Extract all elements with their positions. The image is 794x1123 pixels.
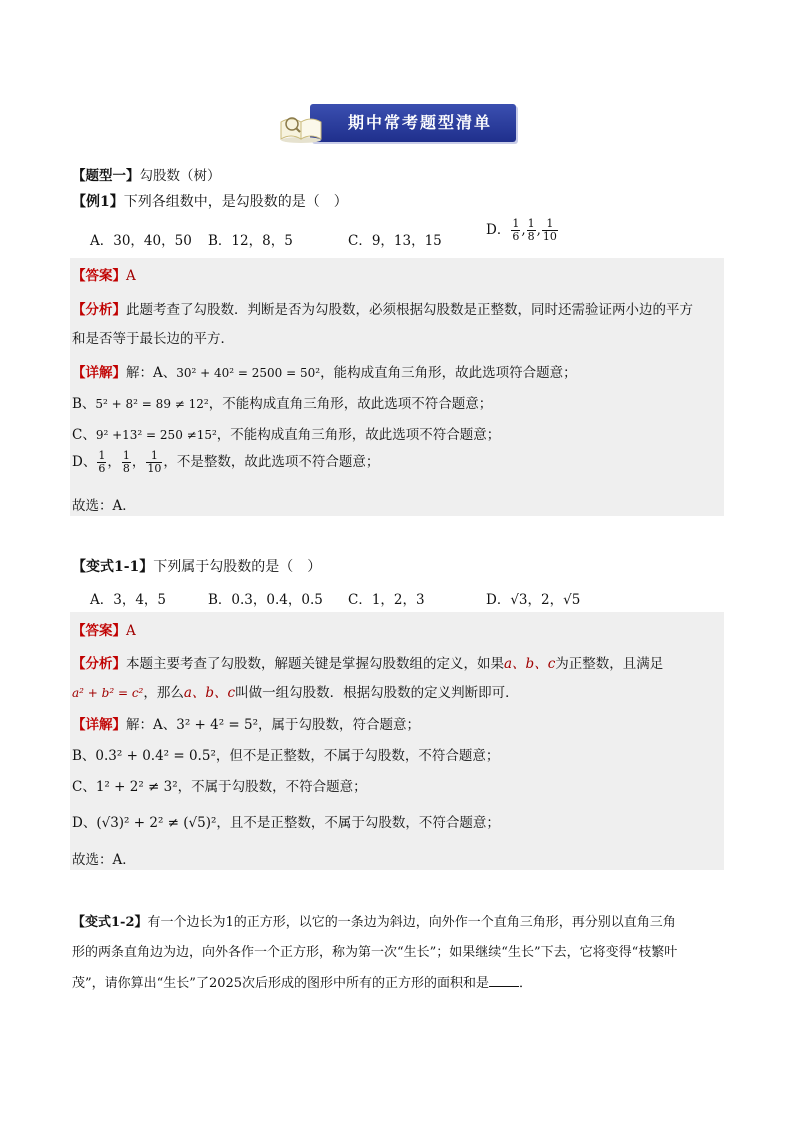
variant-1-1-analysis-line-1 <box>72 652 663 672</box>
variant-1-1-detail-b: B、0.3² + 0.4² = 0.5²，但不是正整数，不属于勾股数，不符合题意； <box>72 748 500 764</box>
variant-1-1-choose: 故选：A． <box>72 852 136 868</box>
section-heading <box>72 164 221 184</box>
example-1-detail-b-text: ，不能构成直角三角形，故此选项不符合题意； <box>208 396 493 412</box>
example-1-analysis-tag: 【分析】 <box>72 302 126 318</box>
example-1-answer-tag: 【答案】 <box>72 268 126 284</box>
variant-1-1-detail-tag: 【详解】 <box>72 717 126 733</box>
example-1-detail-d: D、 $\frac{1}{6}$ ， $\frac{1}{8}$ ， $\frac{1}{10}$ ，不是整数，故此选项不符合题意； <box>72 449 380 475</box>
variant-1-2-line-3 <box>72 972 532 991</box>
variant-1-2-line-1 <box>72 911 676 930</box>
fraction-one-sixth: $\frac{1}{6}$ <box>512 217 520 243</box>
example-1-detail-c-math: 9² +13² = 250 ≠15² <box>95 428 217 442</box>
variant-1-1-analysis-text-1c: 为正整数，且满足 <box>555 656 664 672</box>
example-1-analysis-line-2: 和是否等于最长边的平方． <box>72 331 234 347</box>
variant-1-2-line-2: 形的两条直角边为边，向外各作一个正方形，称为第一次“生长”；如果继续“生长”下去，它将变得“枝繁叶 <box>72 945 678 960</box>
example-1-detail-a <box>72 361 577 381</box>
fraction-one-eighth-detail: $\frac{1}{8}$ <box>122 449 130 475</box>
example-1-detail-b <box>72 392 492 412</box>
variant-1-1-detail-c: C、1² + 2² ≠ 3²，不属于勾股数，不符合题意； <box>72 779 367 795</box>
section-heading-tag: 【题型一】 <box>72 168 140 184</box>
example-1-option-d: D． $\frac{1}{6}$ , $\frac{1}{8}$ , $\frac{1}{10}$ <box>486 217 557 243</box>
example-1-detail-tag: 【详解】 <box>72 365 126 381</box>
example-1-choose: 故选：A． <box>72 498 136 514</box>
example-1-detail-a-text: ，能构成直角三角形，故此选项符合题意； <box>320 365 577 381</box>
variant-1-1-analysis-vars-1: a、b、c <box>504 656 556 672</box>
variant-1-1-detail-a <box>72 713 420 733</box>
example-1-detail-d-prefix: D、 <box>72 454 97 470</box>
example-1-answer <box>72 264 136 284</box>
example-1-answer-value: A <box>126 268 136 284</box>
banner-background <box>310 104 516 142</box>
example-1-detail-a-math: 30² + 40² = 2500 = 50² <box>176 366 321 380</box>
example-1-analysis-line-1 <box>72 298 693 318</box>
example-1-detail-c-prefix: C、 <box>72 427 96 443</box>
open-book-icon <box>278 110 324 144</box>
variant-1-2-text-3b: ． <box>519 976 533 991</box>
fraction-one-tenth: $\frac{1}{10}$ <box>542 217 557 243</box>
example-1-detail-b-prefix: B、 <box>72 396 96 412</box>
variant-1-1-analysis-text-2b: ，那么 <box>143 685 184 701</box>
example-1-question <box>72 191 348 211</box>
variant-1-1-question <box>72 556 321 576</box>
variant-1-1-option-b: B．0.3，0.4，0.5 <box>208 592 323 608</box>
variant-1-1-detail-a-text: 解：A、3² + 4² = 5²，属于勾股数，符合题意； <box>126 717 421 733</box>
example-1-detail-c <box>72 423 500 443</box>
example-1-detail-a-prefix: 解：A、 <box>126 365 177 381</box>
variant-1-1-tag: 【变式1-1】 <box>72 559 154 575</box>
answer-blank[interactable] <box>489 986 519 987</box>
variant-1-2-tag: 【变式1-2】 <box>72 915 148 930</box>
fraction-one-tenth-detail: $\frac{1}{10}$ <box>147 449 162 475</box>
variant-1-1-solution-box <box>70 612 724 870</box>
example-1-option-a: A．30，40，50 <box>90 233 192 249</box>
example-1-option-c: C．9，13，15 <box>348 233 442 249</box>
variant-1-1-analysis-vars-2: a、b、c <box>183 685 236 701</box>
variant-1-1-answer-tag: 【答案】 <box>72 623 126 639</box>
example-1-detail-b-math: 5² + 8² = 89 ≠ 12² <box>95 397 209 411</box>
example-1-solution-box <box>70 258 724 516</box>
example-1-option-d-prefix: D． <box>486 222 511 238</box>
variant-1-2-text-3a: 茂”，请你算出“生长”了2025次后形成的图形中所有的正方形的面积和是 <box>72 976 490 991</box>
variant-1-1-analysis-line-2 <box>72 681 519 701</box>
section-heading-text: 勾股数（树） <box>139 168 221 184</box>
example-1-detail-c-text: ，不能构成直角三角形，故此选项不符合题意； <box>216 427 501 443</box>
variant-1-1-detail-d: D、(√3)² + 2² ≠ (√5)²，且不是正整数，不属于勾股数，不符合题意； <box>72 815 500 831</box>
variant-1-1-analysis-text-2d: 叫做一组勾股数．根据勾股数的定义判断即可． <box>235 685 519 701</box>
variant-1-1-answer-value: A <box>126 623 136 639</box>
example-1-detail-d-text: ，不是整数，故此选项不符合题意； <box>163 454 380 470</box>
fraction-one-sixth-detail: $\frac{1}{6}$ <box>98 449 106 475</box>
variant-1-1-question-text: 下列属于勾股数的是（ ） <box>153 559 322 575</box>
section-banner <box>278 102 518 148</box>
variant-1-1-analysis-tag: 【分析】 <box>72 656 126 672</box>
variant-1-1-analysis-formula: a² + b² = c² <box>72 686 144 700</box>
example-1-option-b: B．12，8，5 <box>208 233 293 249</box>
variant-1-1-option-d: D．√3，2，√5 <box>486 592 581 608</box>
variant-1-1-answer <box>72 619 136 639</box>
variant-1-1-option-a: A．3，4，5 <box>90 592 167 608</box>
variant-1-1-option-c: C．1，2，3 <box>348 592 425 608</box>
example-1-analysis-text-1: 此题考查了勾股数．判断是否为勾股数，必须根据勾股数是正整数，同时还需验证两小边的平方 <box>126 302 693 318</box>
example-1-tag: 【例1】 <box>72 194 124 210</box>
fraction-one-eighth: $\frac{1}{8}$ <box>527 217 535 243</box>
variant-1-1-analysis-text-1a: 本题主要考查了勾股数，解题关键是掌握勾股数组的定义，如果 <box>126 656 504 672</box>
variant-1-2-text-1: 有一个边长为1的正方形，以它的一条边为斜边，向外作一个直角三角形，再分别以直角三角 <box>147 915 676 930</box>
banner-title: 期中常考题型清单 <box>347 113 492 132</box>
example-1-question-text: 下列各组数中，是勾股数的是（ ） <box>123 194 348 210</box>
